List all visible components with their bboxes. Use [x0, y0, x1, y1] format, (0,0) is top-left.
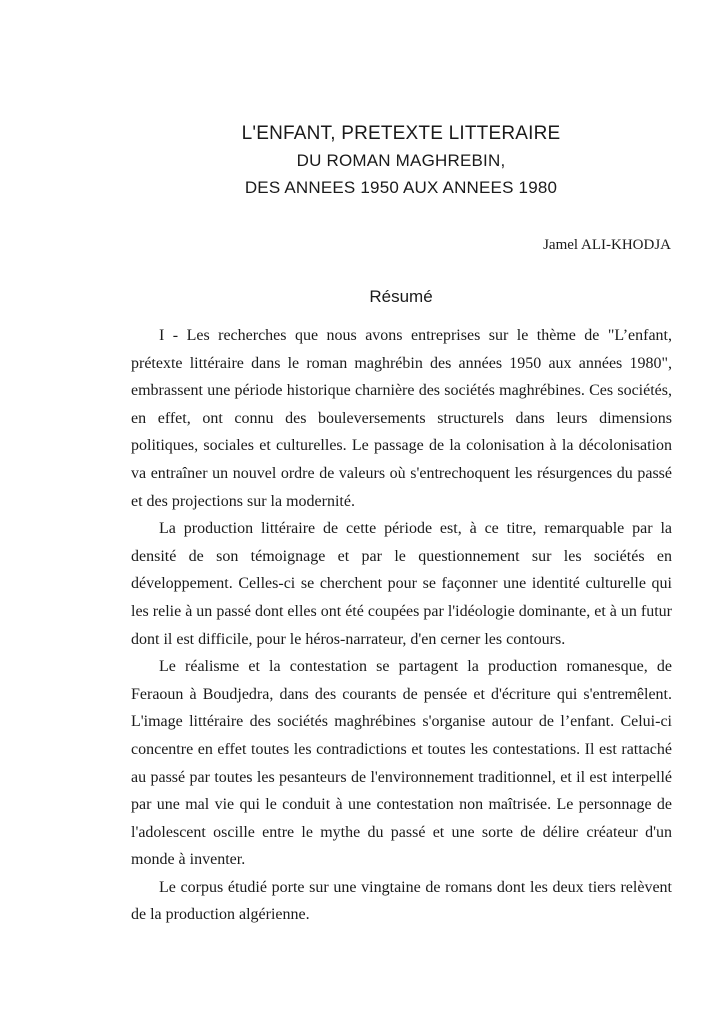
author-name: Jamel ALI-KHODJA: [543, 237, 671, 253]
title-line-2: DU ROMAN MAGHREBIN,: [296, 151, 506, 170]
paragraph-3: Le réalisme et la contestation se partagent la production romanesque, de Feraoun à Boudjedra, dans des courants de pensée et d'écriture qui s'entremêlent. L'image littéraire des sociétés maghrébines s'organise autour de l’enfant. Celui-ci concentre en effet toutes les contradictions et toutes les contestations. Il est rattaché au passé par toutes les pesanteurs de l'environnement traditionnel, et il est interpellé par une mal vie qui le conduit à une contestation non maîtrisée. Le personnage de l'adolescent oscille entre le mythe du passé et une sorte de délire créateur d'un monde à inventer.: [131, 658, 672, 869]
paragraph-2: La production littéraire de cette période est, à ce titre, remarquable par la densité de son témoignage et par le questionnement sur les sociétés en développement. Celles-ci se cherchent pour se façonner une identité culturelle qui les relie à un passé dont elles ont été coupées par l'idéologie dominante, et à un futur dont il est difficile, pour le héros-narrateur, d'en cerner les contours.: [131, 520, 672, 648]
section-heading: [0, 285, 724, 309]
abstract-body: [131, 322, 672, 929]
title-block: [0, 121, 724, 201]
title-line-1: L'ENFANT, PRETEXTE LITTERAIRE: [241, 123, 561, 144]
title-line-3: DES ANNEES 1950 AUX ANNEES 1980: [244, 178, 558, 197]
paragraph-4: Le corpus étudié porte sur une vingtaine de romans dont les deux tiers relèvent de la production algérienne.: [131, 878, 672, 924]
paragraph-1: I - Les recherches que nous avons entreprises sur le thème de "L’enfant, prétexte littéraire dans le roman maghrébin des années 1950 aux années 1980", embrassent une période historique charnière des sociétés maghrébines. Ces sociétés, en effet, ont connu des bouleversements structurels dans leurs dimensions politiques, sociales et culturelles. Le passage de la colonisation à la décolonisation va entraîner un nouvel ordre de valeurs où s'entrechoquent les résurgences du passé et des projections sur la modernité.: [131, 327, 672, 510]
section-heading-text: Résumé: [369, 287, 433, 306]
